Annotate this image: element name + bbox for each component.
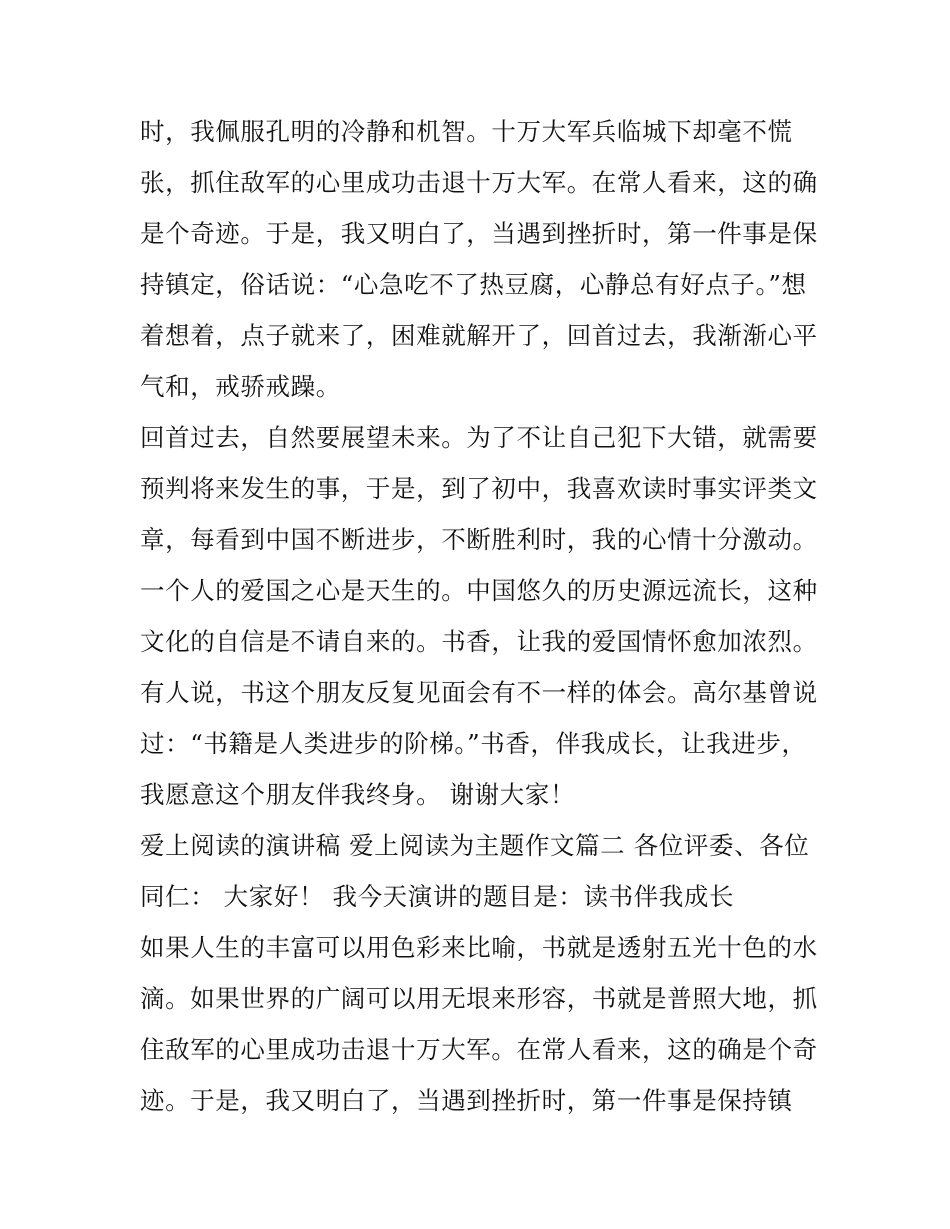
text-line: 文化的自信是不请自来的。书香，让我的爱国情怀愈加浓烈。 <box>140 627 818 656</box>
text-line: 滴。如果世界的广阔可以用无垠来形容，书就是普照大地，抓 <box>140 984 818 1013</box>
text-line: 同仁： 大家好！ 我今天演讲的题目是：读书伴我成长 <box>140 882 735 911</box>
text-line: 住敌军的心里成功击退十万大军。在常人看来，这的确是个奇 <box>140 1035 818 1064</box>
text-line: 如果人生的丰富可以用色彩来比喻，书就是透射五光十色的水 <box>140 933 818 962</box>
text-line: 爱上阅读的演讲稿 爱上阅读为主题作文篇二 各位评委、各位 <box>140 831 810 860</box>
body-text <box>140 106 820 1126</box>
text-line: 迹。于是，我又明白了，当遇到挫折时，第一件事是保持镇 <box>140 1086 793 1115</box>
text-line: 一个人的爱国之心是天生的。中国悠久的历史源远流长，这种 <box>140 576 818 605</box>
text-line: 章，每看到中国不断进步，不断胜利时，我的心情十分激动。 <box>140 525 818 554</box>
text-line: 着想着，点子就来了，困难就解开了，回首过去，我渐渐心平 <box>140 321 818 350</box>
text-line: 气和，戒骄戒躁。 <box>140 372 341 401</box>
text-line: 回首过去，自然要展望未来。为了不让自己犯下大错，就需要 <box>140 423 818 452</box>
text-line: 过：“书籍是人类进步的阶梯。”书香，伴我成长，让我进步， <box>140 729 807 758</box>
text-line: 我愿意这个朋友伴我终身。 谢谢大家！ <box>140 780 576 809</box>
text-line: 有人说，书这个朋友反复见面会有不一样的体会。高尔基曾说 <box>140 678 818 707</box>
text-line: 张，抓住敌军的心里成功击退十万大军。在常人看来，这的确 <box>140 168 818 197</box>
text-line: 持镇定，俗话说：“心急吃不了热豆腐，心静总有好点子。”想 <box>140 270 807 299</box>
text-line: 预判将来发生的事，于是，到了初中，我喜欢读时事实评类文 <box>140 474 818 503</box>
text-line: 是个奇迹。于是，我又明白了，当遇到挫折时，第一件事是保 <box>140 219 818 248</box>
text-line: 时，我佩服孔明的冷静和机智。十万大军兵临城下却毫不慌 <box>140 117 793 146</box>
